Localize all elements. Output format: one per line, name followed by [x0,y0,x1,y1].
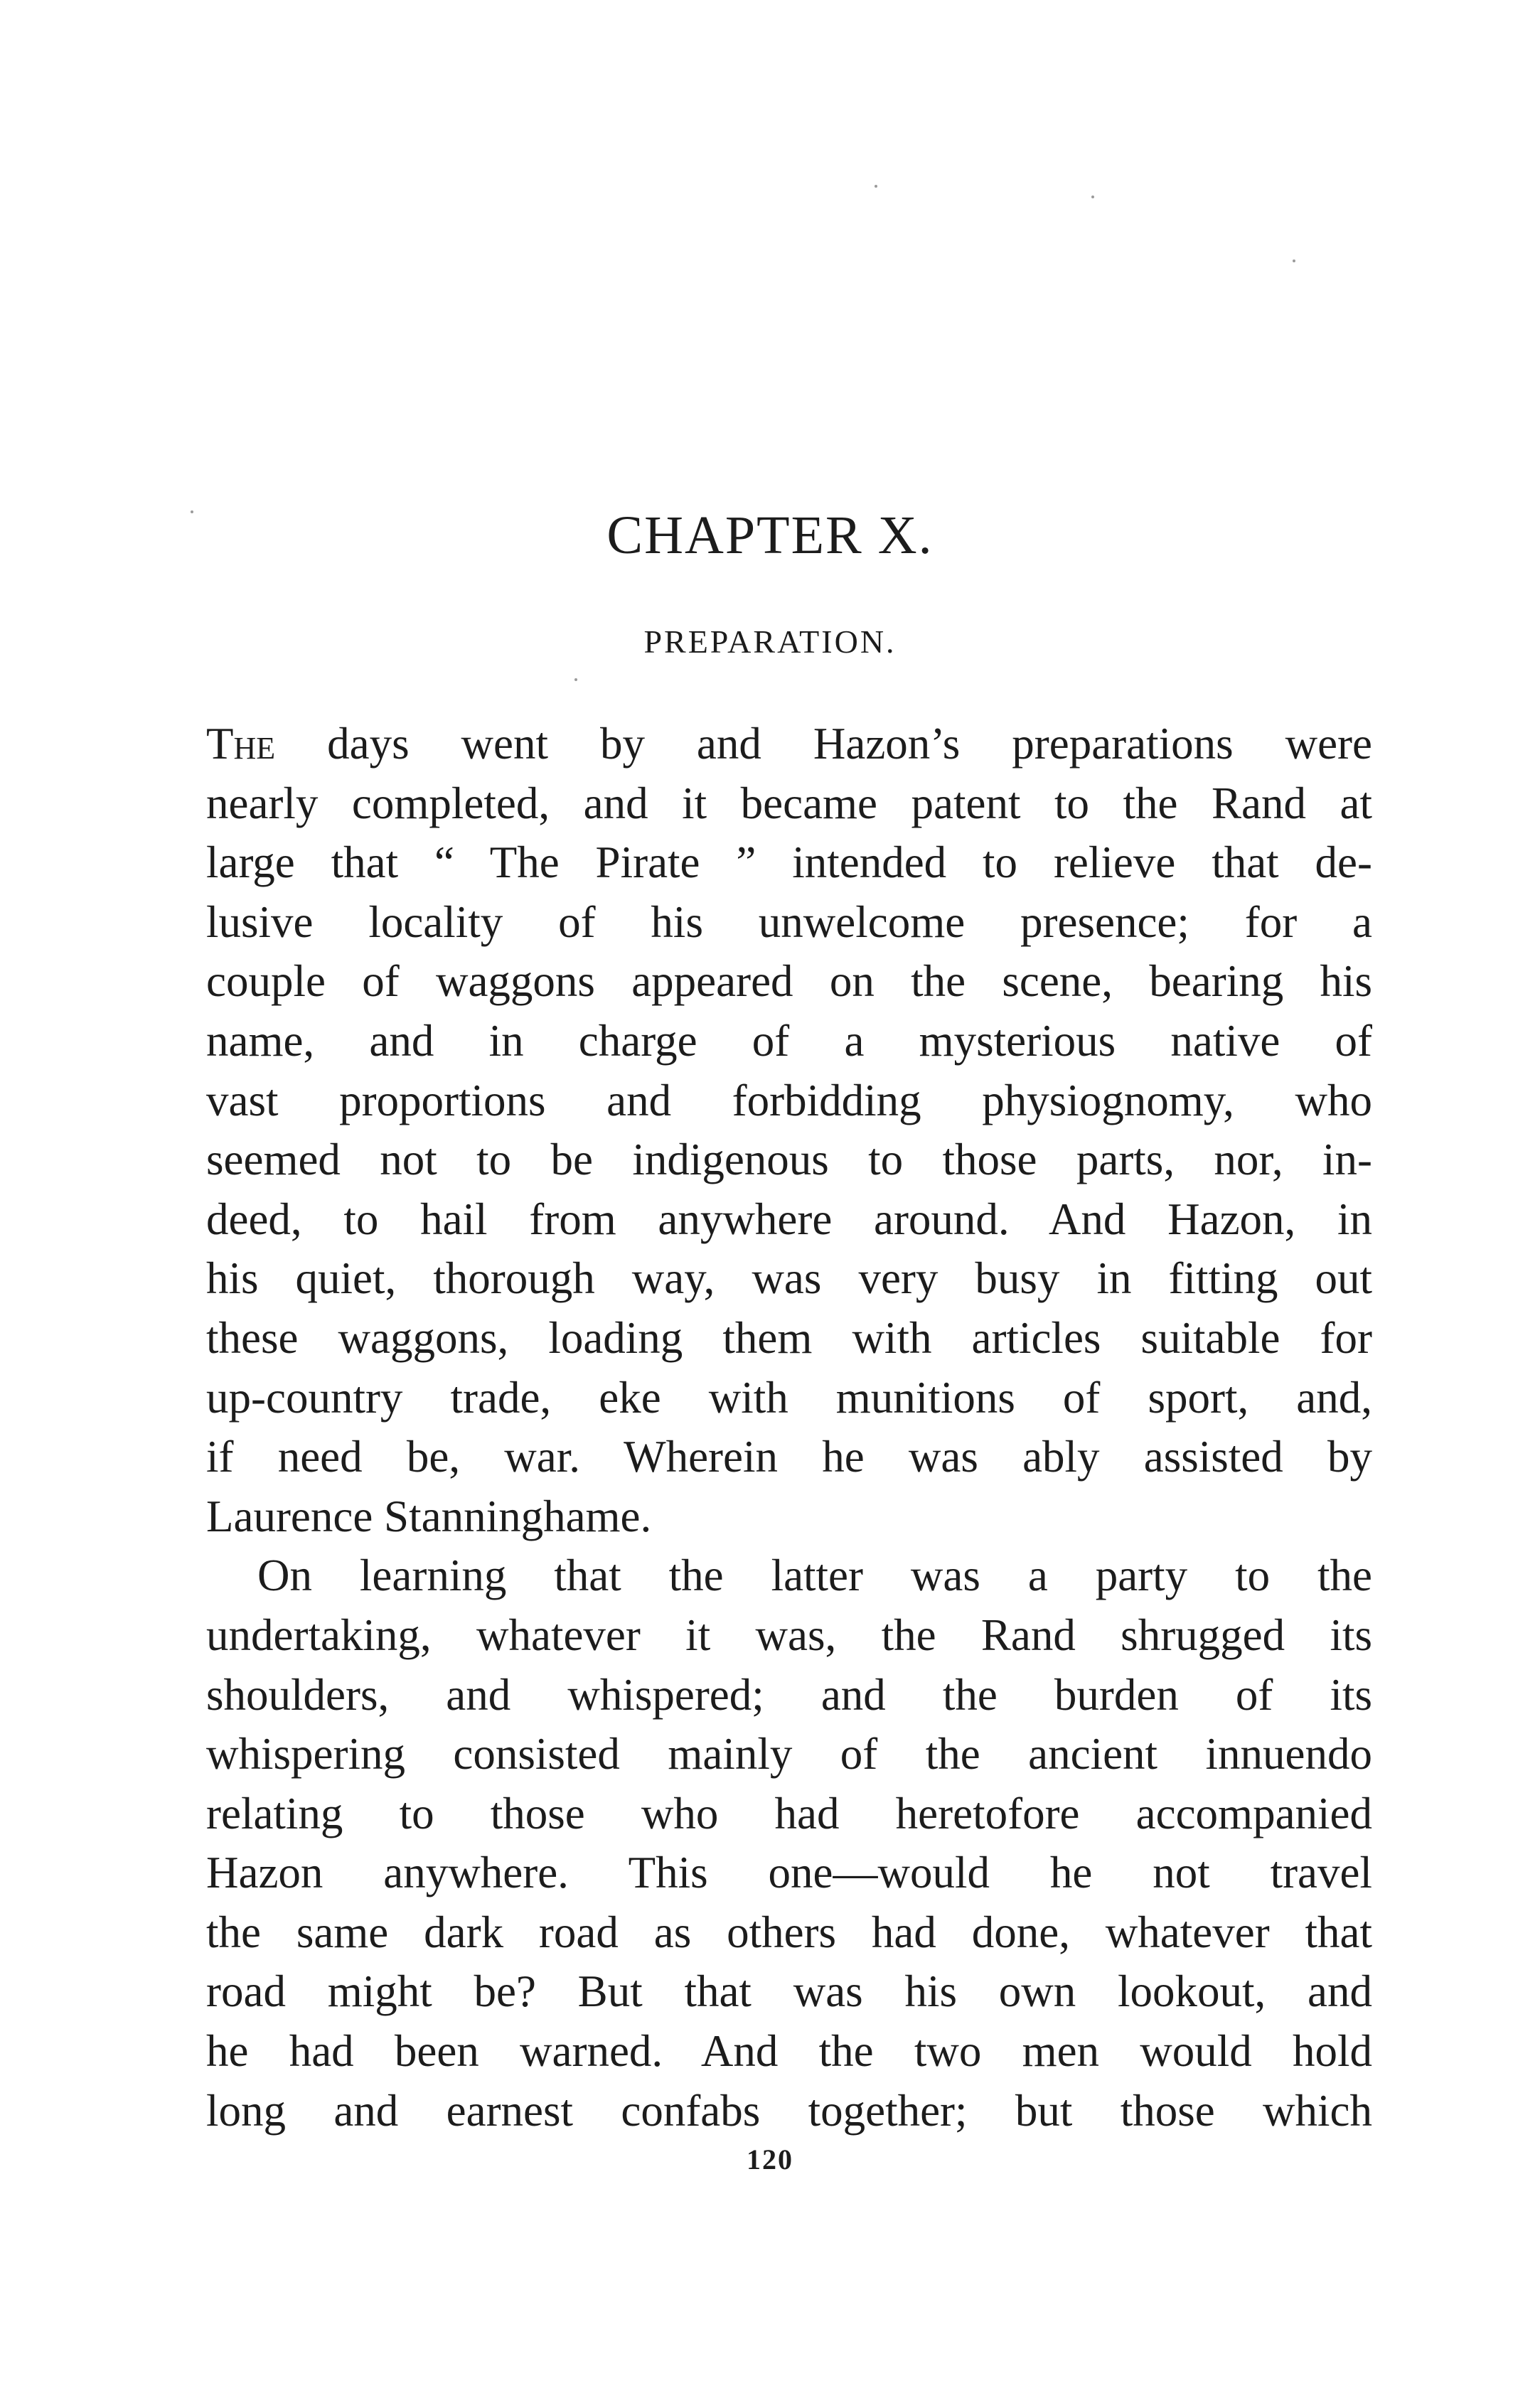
text-line: Hazon anywhere. This one—would he not travel [206,1848,1372,1898]
text-line [206,714,1372,774]
text-line: couple of waggons appeared on the scene, bearing his [206,956,1372,1007]
scan-speck [574,678,577,681]
text-line-content: days went by and Hazon’s preparations were [275,719,1372,769]
text-line: he had been warned. And the two men would hold [206,2026,1372,2077]
text-line: deed, to hail from anywhere around. And Hazon, in [206,1194,1372,1244]
text-line: lusive locality of his unwelcome presence; for a [206,896,1372,947]
chapter-title: CHAPTER X. [606,505,934,565]
text-line: road might be? But that was his own lookout, and [206,1966,1372,2017]
body-text [206,714,1372,2141]
text-line: shoulders, and whispered; and the burden of its [206,1669,1372,1720]
paragraph-2 [206,1546,1372,2141]
text-line: whispering consisted mainly of the ancient innuendo [206,1729,1372,1779]
text-line: long and earnest confabs together; but those which [206,2085,1372,2136]
opening-word: The [206,719,276,769]
text-line: these waggons, loading them with articles suitable for [206,1312,1372,1363]
paragraph-1 [206,714,1372,1546]
text-line: large that “ The Pirate ” intended to relieve that de- [206,837,1372,888]
scan-speck [875,185,877,188]
text-line: nearly completed, and it became patent to the Rand at [206,778,1372,828]
text-line: On learning that the latter was a party to the [257,1551,1372,1601]
text-line: vast proportions and forbidding physiognomy, who [206,1075,1372,1125]
text-line: up-country trade, eke with munitions of sport, and, [206,1372,1372,1423]
text-line: name, and in charge of a mysterious native of [206,1015,1372,1066]
text-line: undertaking, whatever it was, the Rand shrugged its [206,1610,1372,1660]
page-number: 120 [747,2143,793,2175]
text-line: relating to those who had heretofore accompanied [206,1788,1372,1838]
text-line: Laurence Stanninghame. [206,1491,652,1541]
text-line: seemed not to be indigenous to those parts, nor, in- [206,1135,1372,1185]
text-line: the same dark road as others had done, whatever that [206,1907,1372,1957]
text-line: if need be, war. Wherein he was ably assisted by [206,1432,1372,1482]
chapter-subtitle: PREPARATION. [643,623,897,660]
text-line: his quiet, thorough way, was very busy in fitting out [206,1253,1372,1304]
scan-speck [1293,259,1295,262]
scan-speck [1091,196,1094,198]
